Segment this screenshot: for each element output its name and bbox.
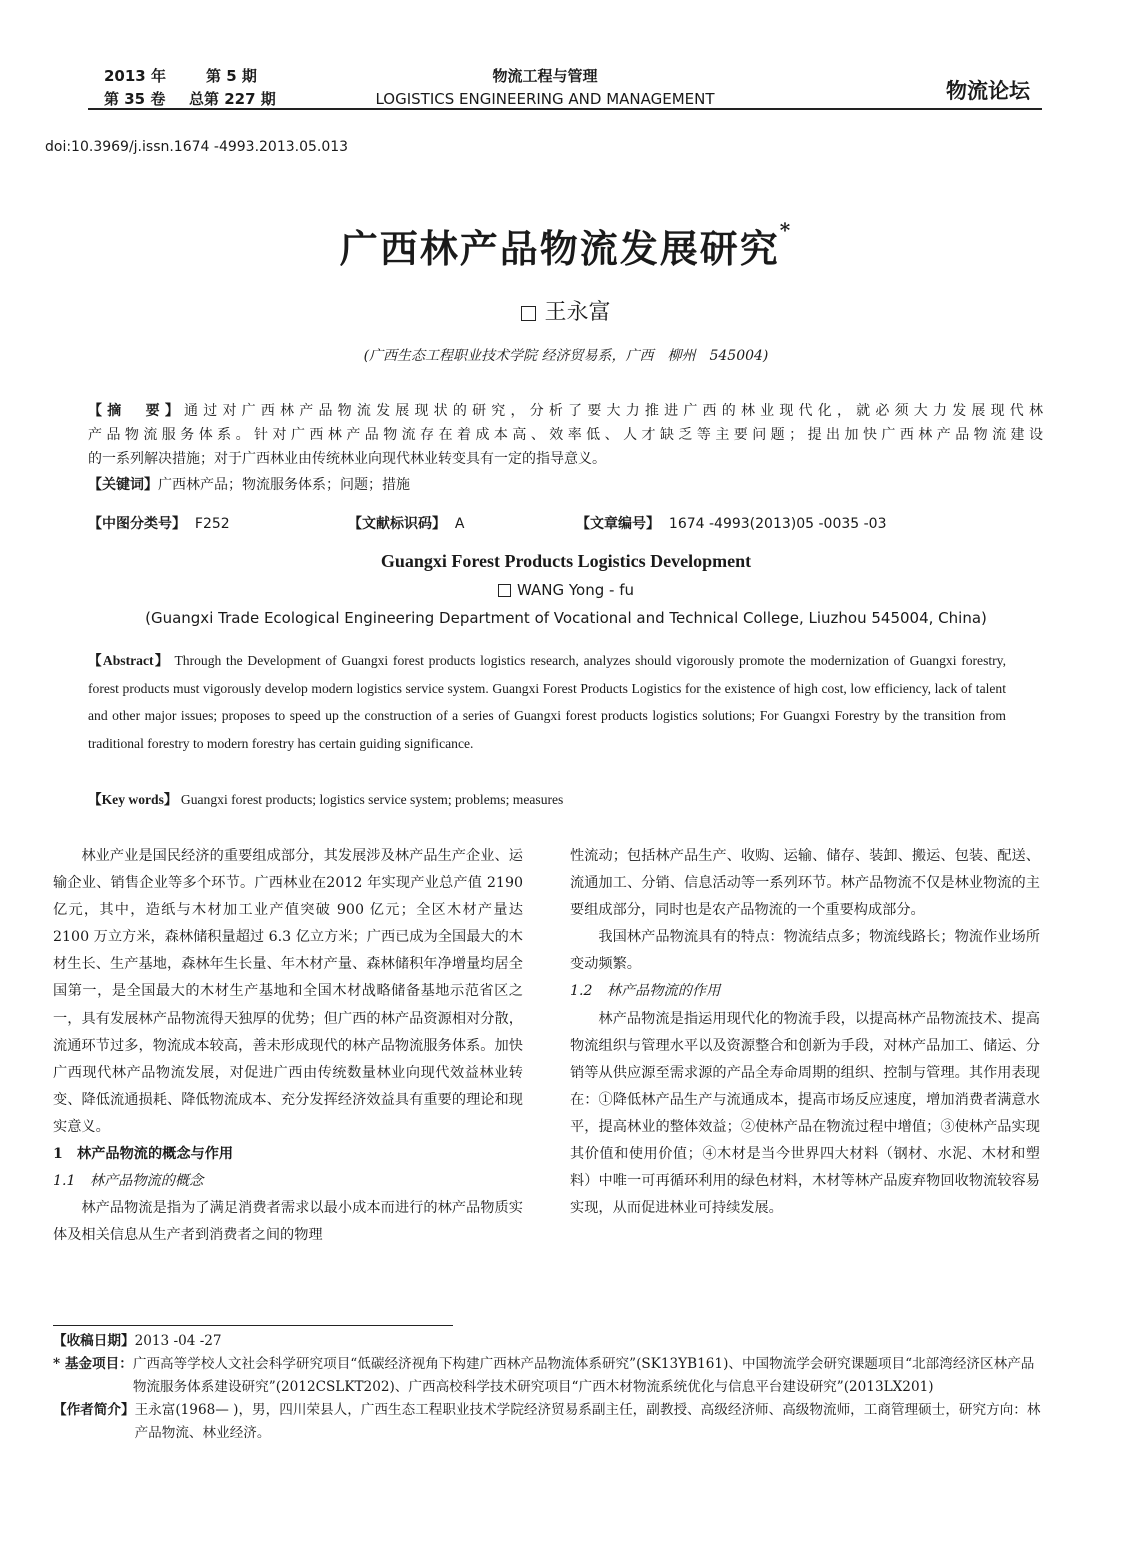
- footnotes: [53, 1330, 1043, 1445]
- article-number: [576, 513, 886, 533]
- english-abstract-text: Through the Development of Guangxi forest products logistics research, analyzes should vigorously promote the modernization of Guangxi forestry, forest products must vigorously develop modern logistics service system. Guangxi Forest Products Logistics for the existence of high cost, low efficiency, lack of talent and other major issues; proposes to speed up the construction of a series of Guangxi forest products logistics solutions; For Guangxi Forestry by the transition from traditional forestry to modern forestry has certain guiding significance.: [88, 653, 1006, 751]
- abstract-cn: [88, 399, 1043, 497]
- header-issue: 第 5 期: [206, 67, 257, 85]
- fund-value: 广西高等学校人文社会科学研究项目“低碳经济视角下构建广西林产品物流体系研究”(SK13YB161)、中国物流学会研究课题项目“北部湾经济区林产品物流服务体系建设研究”(2012CSLKT202)、广西高校科学技术研究项目“广西木材物流系统优化与信息平台建设研究”(2013LX201): [132, 1356, 1035, 1395]
- square-icon: [498, 584, 511, 597]
- page-title: [0, 218, 1132, 273]
- body-column-right: [570, 843, 1040, 1222]
- english-keywords-text: Guangxi forest products; logistics service system; problems; measures: [180, 792, 564, 807]
- article-number-value: 1674 -4993(2013)05 -0035 -03: [668, 516, 887, 532]
- doc-code-value: A: [454, 516, 465, 532]
- bio-label: 【作者简介】: [53, 1402, 135, 1418]
- english-keywords: [88, 788, 563, 808]
- author-line: [0, 295, 1132, 326]
- square-icon: [521, 306, 536, 321]
- english-abstract: [88, 647, 1006, 757]
- body-paragraph: 我国林产品物流具有的特点：物流结点多；物流线路长；物流作业场所变动频繁。: [570, 929, 1040, 973]
- bio-value: 王永富(1968— )，男，四川荣县人，广西生态工程职业技术学院经济贸易系副主任，副教授、高级经济师、高级物流师，工商管理硕士，研究方向：林产品物流、林业经济。: [134, 1402, 1041, 1441]
- body-column-left: [53, 843, 523, 1249]
- subsection-heading: 1.2 林产品物流的作用: [570, 983, 721, 1000]
- header-section: 物流论坛: [946, 79, 1030, 103]
- affiliation: (广西生态工程职业技术学院 经济贸易系，广西 柳州 545004): [363, 348, 769, 364]
- abstract-cn-line: 的一系列解决措施；对于广西林业由传统林业向现代林业转变具有一定的指导意义。: [88, 451, 606, 467]
- header-volume: 第 35 卷: [104, 90, 166, 108]
- body-paragraph: 林产品物流是指运用现代化的物流手段，以提高林产品物流技术、提高物流组织与管理水平以及资源整合和创新为手段，对林产品加工、储运、分销等从供应源至需求源的产品全寿命周期的组织、控制与管理。其作用表现在：①降低林产品生产与流通成本，提高市场反应速度，增加消费者满意水平，提高林业的整体效益；②使林产品在物流过程中增值；③使林产品实现其价值和使用价值；④木材是当今世界四大材料（钢材、水泥、木材和塑料）中唯一可再循环利用的绿色材料，木材等林产品废弃物回收物流较容易实现，从而促进林业可持续发展。: [570, 1010, 1040, 1217]
- article-number-label: 【文章编号】: [576, 516, 660, 532]
- body-paragraph: 林业产业是国民经济的重要组成部分，其发展涉及林产品生产企业、运输企业、销售企业等多个环节。广西林业在2012 年实现产业总产值 2190 亿元，其中，造纸与木材加工业产值突破 900 亿元；全区木材产量达 2100 万立方米，森林储积量超过 6.3 亿立方米；广西已成为全国最大的木材生长、生产基地，森林年生长量、年木材产量、森林储积年净增量均居全国第一，是全国最大的木材生产基地和全国木材战略储备基地示范省区之一，具有发展林产品物流得天独厚的优势；但广西的林产品资源相对分散，流通环节过多，物流成本较高，善未形成现代的林产品物流服务体系。加快广西现代林产品物流发展，对促进广西由传统数量林业向现代效益林业转变、降低流通损耗、降低物流成本、充分发挥经济效益具有重要的理论和现实意义。: [53, 848, 523, 1135]
- fund-label: * 基金项目：: [53, 1356, 133, 1372]
- body-paragraph: 林产品物流是指为了满足消费者需求以最小成本而进行的林产品物质实体及相关信息从生产者到消费者之间的物理: [53, 1200, 523, 1244]
- author-name: 王永富: [544, 300, 611, 325]
- clc-label: 【中图分类号】: [88, 516, 186, 532]
- subsection-heading: 1.1 林产品物流的概念: [53, 1173, 204, 1190]
- keywords-cn: 广西林产品；物流服务体系；问题；措施: [158, 477, 410, 493]
- english-keywords-label: 【Key words】: [88, 792, 178, 807]
- header-journal-en: LOGISTICS ENGINEERING AND MANAGEMENT: [375, 90, 715, 108]
- title-text: 广西林产品物流发展研究: [339, 226, 780, 271]
- header-rule: [88, 108, 1042, 110]
- header-total-issue: 总第 227 期: [189, 90, 276, 108]
- english-title: Guangxi Forest Products Logistics Development: [380, 551, 752, 571]
- english-abstract-label: 【Abstract】: [88, 653, 170, 668]
- doc-code-label: 【文献标识码】: [348, 516, 446, 532]
- doc-code: [348, 513, 464, 533]
- abstract-cn-line: 通过对广西林产品物流发展现状的研究，分析了要大力推进广西的林业现代化，就必须大力发展现代林: [184, 403, 1044, 419]
- abstract-cn-label: 【摘 要】: [88, 403, 185, 419]
- received-value: 2013 -04 -27: [134, 1333, 222, 1349]
- english-affiliation: (Guangxi Trade Ecological Engineering Department of Vocational and Technical College, Liuzhou 545004, China): [145, 609, 987, 627]
- header-journal-cn: 物流工程与管理: [492, 67, 598, 85]
- header-year: 2013 年: [104, 67, 166, 85]
- keywords-cn-label: 【关键词】: [88, 477, 158, 493]
- body-paragraph: 性流动；包括林产品生产、收购、运输、储存、装卸、搬运、包装、配送、流通加工、分销、信息活动等一系列环节。林产品物流不仅是林业物流的主要组成部分，同时也是农产品物流的一个重要构成部分。: [570, 848, 1040, 919]
- clc-value: F252: [194, 516, 230, 532]
- english-author: WANG Yong - fu: [517, 581, 634, 599]
- received-label: 【收稿日期】: [53, 1333, 135, 1349]
- doi: doi:10.3969/j.issn.1674 -4993.2013.05.013: [45, 139, 349, 155]
- english-author-line: [0, 581, 1132, 599]
- footnote-rule: [53, 1325, 453, 1326]
- section-heading: 1 林产品物流的概念与作用: [53, 1146, 234, 1163]
- abstract-cn-line: 产品物流服务体系。针对广西林产品物流存在着成本高、效率低、人才缺乏等主要问题；提出加快广西林产品物流建设: [88, 427, 1043, 443]
- title-footnote-mark: *: [779, 218, 793, 242]
- clc-number: [88, 513, 230, 533]
